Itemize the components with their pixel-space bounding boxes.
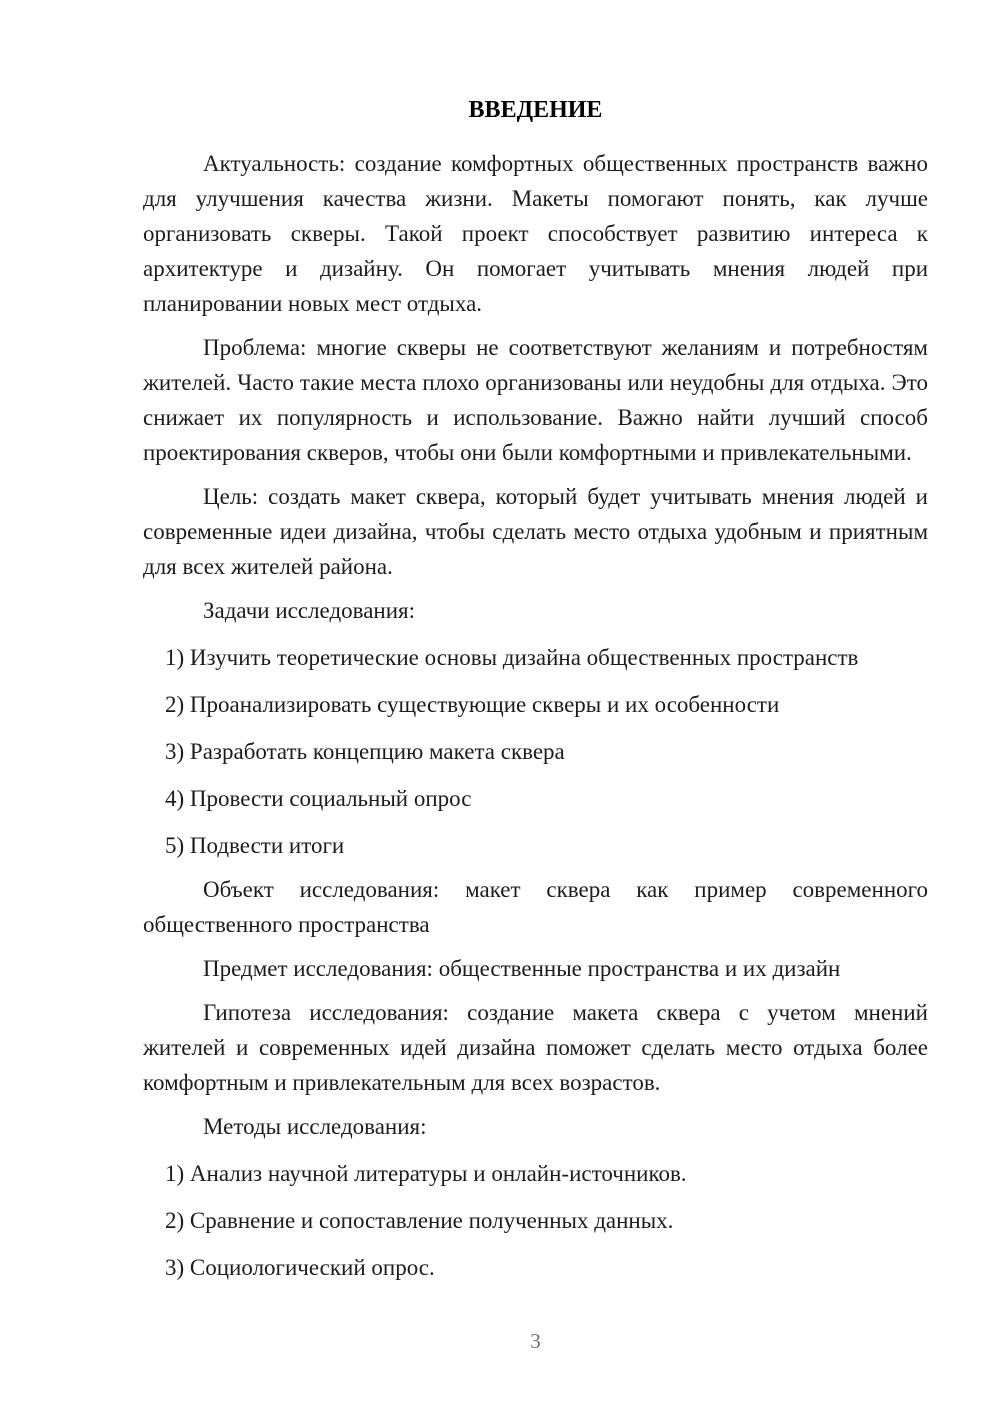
task-item-5: 5) Подвести итоги [165, 833, 345, 858]
paragraph-goal: Цель: создать макет сквера, который будет учитывать мнения людей и современные идеи дизайна, чтобы сделать место отдыха удобным и приятным для всех жителей района. [143, 484, 928, 579]
method-item-1: 1) Анализ научной литературы и онлайн-источников. [165, 1161, 687, 1186]
method-item-2: 2) Сравнение и сопоставление полученных данных. [165, 1208, 674, 1233]
task-item-3: 3) Разработать концепцию макета сквера [165, 739, 565, 764]
paragraph-object: Объект исследования: макет сквера как пример современного общественного пространства [143, 877, 928, 937]
paragraph-relevance: Актуальность: создание комфортных общественных пространств важно для улучшения качества жизни. Макеты помогают понять, как лучше организовать скверы. Такой проект способствует развитию интереса к архитектуре и дизайну. Он помогает учитывать мнения людей при планировании новых мест отдыха. [143, 151, 928, 316]
task-item-1: 1) Изучить теоретические основы дизайна общественных пространств [165, 645, 859, 670]
tasks-heading: Задачи исследования: [203, 598, 416, 623]
paragraph-hypothesis: Гипотеза исследования: создание макета сквера с учетом мнений жителей и современных идей дизайна поможет сделать место отдыха более комфортным и привлекательным для всех возрастов. [143, 1000, 928, 1095]
task-item-4: 4) Провести социальный опрос [165, 786, 472, 811]
page-title: ВВЕДЕНИЕ [468, 97, 603, 123]
method-item-3: 3) Социологический опрос. [165, 1255, 435, 1280]
task-item-2: 2) Проанализировать существующие скверы и их особенности [165, 692, 780, 717]
methods-heading: Методы исследования: [203, 1114, 427, 1139]
tasks-list [143, 640, 928, 863]
paragraph-subject: Предмет исследования: общественные пространства и их дизайн [203, 956, 841, 981]
methods-list [143, 1156, 928, 1285]
page-number: 3 [530, 1329, 541, 1353]
paragraph-problem: Проблема: многие скверы не соответствуют желаниям и потребностям жителей. Часто такие места плохо организованы или неудобны для отдыха. Это снижает их популярность и использование. Важно найти лучший способ проектирования скверов, чтобы они были комфортными и привлекательными. [143, 335, 928, 465]
